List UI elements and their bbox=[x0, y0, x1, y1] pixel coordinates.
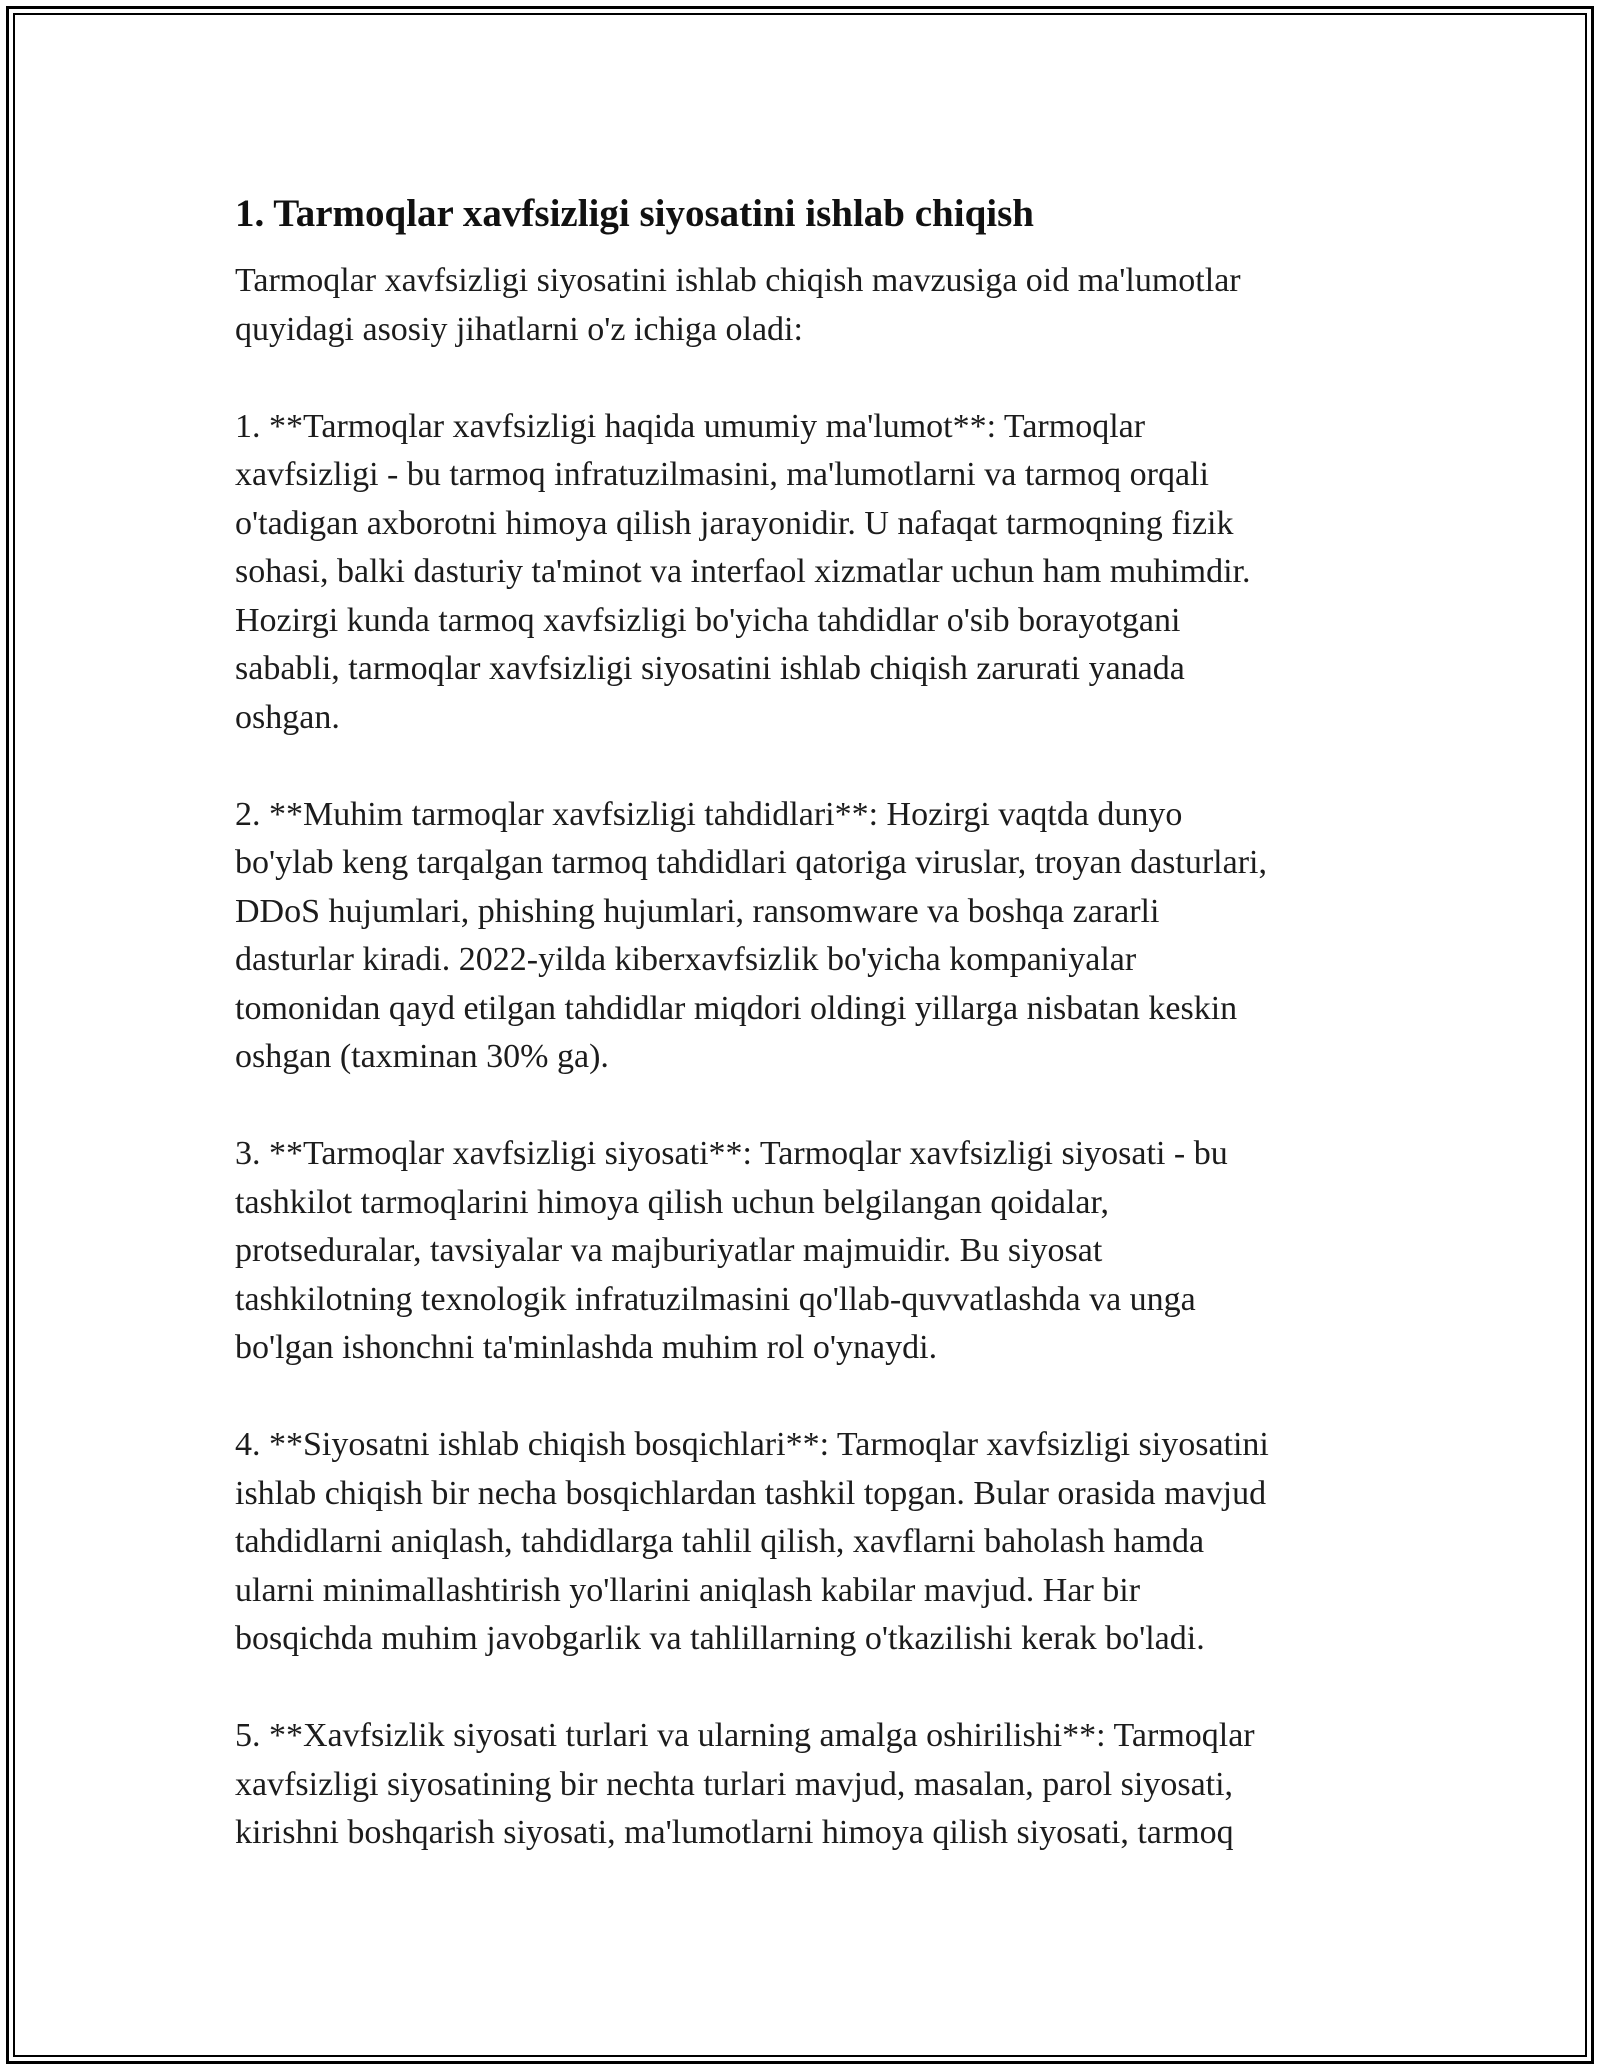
list-item-1: 1. **Tarmoqlar xavfsizligi haqida umumiy ma'lumot**: Tarmoqlar xavfsizligi - bu tarmoq infratuzilmasini, ma'lumotlarni va tarmoq orqali o'tadigan axborotni himoya qilish jarayonidir. U nafaqat tarmoqning fizik sohasi, balki dasturiy ta'minot va interfaol xizmatlar uchun ham muhimdir. Hozirgi kunda tarmoq xavfsizligi bo'yicha tahdidlar o'sib borayotgani sababli, tarmoqlar xavfsizligi siyosatini ishlab chiqish zarurati yanada oshgan. bbox=[235, 407, 1251, 736]
list-item-3: 3. **Tarmoqlar xavfsizligi siyosati**: Tarmoqlar xavfsizligi siyosati - bu tashkilot tarmoqlarini himoya qilish uchun belgilangan qoidalar, protseduralar, tavsiyalar va majburiyatlar majmuidir. Bu siyosat tashkilotning texnologik infratuzilmasini qo'llab-quvvatlashda va unga bo'lgan ishonchni ta'minlashda muhim rol o'ynaydi. bbox=[235, 1135, 1228, 1366]
document-title: 1. Tarmoqlar xavfsizligi siyosatini ishlab chiqish bbox=[235, 192, 1034, 235]
list-item-4: 4. **Siyosatni ishlab chiqish bosqichlari**: Tarmoqlar xavfsizligi siyosatini ishlab chiqish bir necha bosqichlardan tashkil topgan. Bular orasida mavjud tahdidlarni aniqlash, tahdidlarga tahlil qilish, xavflarni baholash hamda ularni minimallashtirish yo'llarini aniqlash kabilar mavjud. Har bir bosqichda muhim javobgarlik va tahlillarning o'tkazilishi kerak bo'ladi. bbox=[235, 1426, 1269, 1657]
intro-paragraph: Tarmoqlar xavfsizligi siyosatini ishlab chiqish mavzusiga oid ma'lumotlar quyidagi asosiy jihatlarni o'z ichiga oladi: bbox=[235, 262, 1241, 348]
list-item-2: 2. **Muhim tarmoqlar xavfsizligi tahdidlari**: Hozirgi vaqtda dunyo bo'ylab keng tarqalgan tarmoq tahdidlari qatoriga viruslar, troyan dasturlari, DDoS hujumlari, phishing hujumlari, ransomware va boshqa zararli dasturlar kiradi. 2022-yilda kiberxavfsizlik bo'yicha kompaniyalar tomonidan qayd etilgan tahdidlar miqdori oldingi yillarga nisbatan keskin oshgan (taxminan 30% ga). bbox=[235, 795, 1267, 1075]
list-item-5: 5. **Xavfsizlik siyosati turlari va ularning amalga oshirilishi**: Tarmoqlar xavfsizligi siyosatining bir nechta turlari mavjud, masalan, parol siyosati, kirishni boshqarish siyosati, ma'lumotlarni himoya qilish siyosati, tarmoq bbox=[235, 1717, 1255, 1851]
document-body bbox=[235, 188, 1365, 1858]
